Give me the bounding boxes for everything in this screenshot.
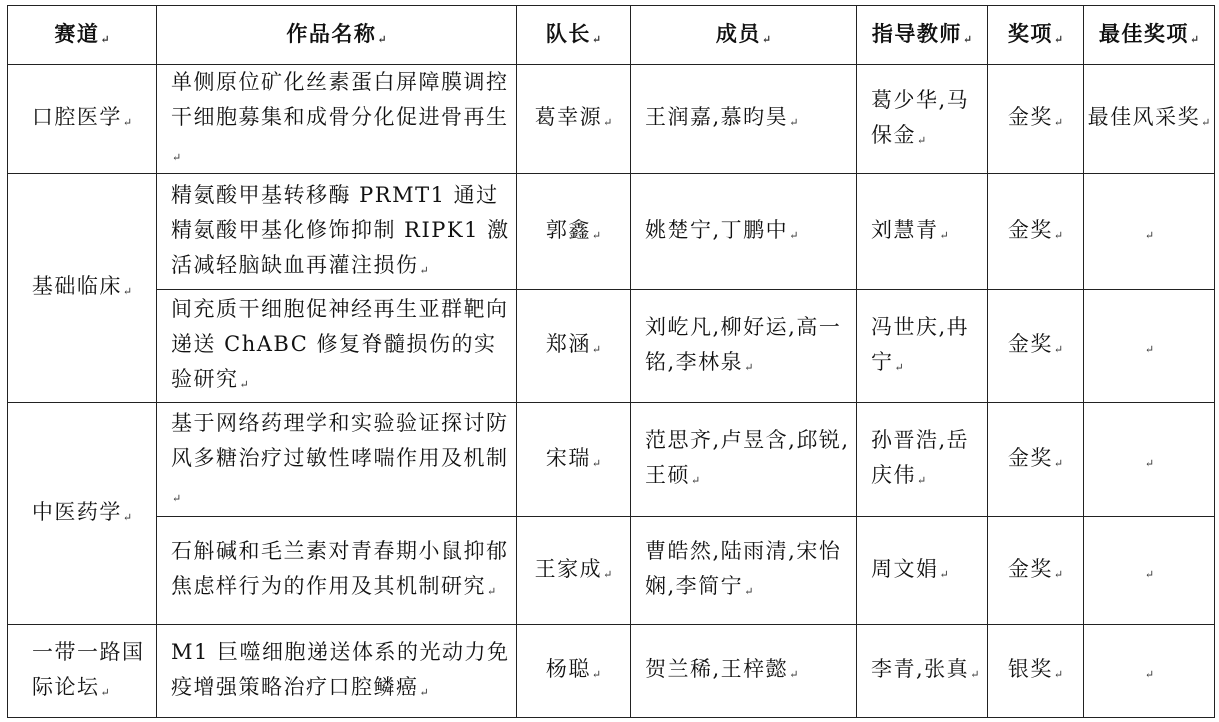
header-title: 作品名称 ↵ — [157, 6, 517, 65]
leader-cell: 宋瑞 ↵ — [517, 403, 631, 517]
members-cell: 范思齐,卢昱含,邱锐,王硕 ↵ — [631, 403, 857, 517]
best-award-cell — [1084, 625, 1215, 718]
leader-cell: 王家成 ↵ — [517, 517, 631, 625]
header-advisor: 指导教师 ↵ — [857, 6, 988, 65]
leader-cell: 郑涵 ↵ — [517, 290, 631, 403]
advisor-cell: 冯世庆,冉宁 ↵ — [857, 290, 988, 403]
header-award: 奖项 ↵ — [988, 6, 1084, 65]
table-header-row — [8, 6, 1215, 65]
table-row — [8, 517, 1215, 625]
track-cell: 一带一路国际论坛 ↵ — [8, 625, 157, 718]
award-cell: 金奖 ↵ — [988, 403, 1084, 517]
members-cell: 贺兰稀,王梓懿 ↵ — [631, 625, 857, 718]
members-cell: 刘屹凡,柳好运,高一铭,李林泉 ↵ — [631, 290, 857, 403]
best-award-cell — [1084, 174, 1215, 290]
awards-table — [7, 5, 1215, 718]
title-cell: 基于网络药理学和实验验证探讨防风多糖治疗过敏性哮喘作用及机制 ↵ — [157, 403, 517, 517]
track-cell: 口腔医学 ↵ — [8, 65, 157, 174]
header-leader: 队长 ↵ — [517, 6, 631, 65]
track-cell: 中医药学 ↵ — [8, 403, 157, 625]
advisor-cell: 周文娟 ↵ — [857, 517, 988, 625]
advisor-cell: 孙晋浩,岳庆伟 ↵ — [857, 403, 988, 517]
table-row — [8, 403, 1215, 517]
advisor-cell: 葛少华,马保金 ↵ — [857, 65, 988, 174]
table-row — [8, 625, 1215, 718]
leader-cell: 葛幸源 ↵ — [517, 65, 631, 174]
leader-cell: 郭鑫 ↵ — [517, 174, 631, 290]
title-cell: 间充质干细胞促神经再生亚群靶向递送 ChABC 修复脊髓损伤的实验研究 ↵ — [157, 290, 517, 403]
title-cell: 单侧原位矿化丝素蛋白屏障膜调控干细胞募集和成骨分化促进骨再生 ↵ — [157, 65, 517, 174]
advisor-cell: 刘慧青 ↵ — [857, 174, 988, 290]
table-row — [8, 65, 1215, 174]
members-cell: 王润嘉,慕昀昊 ↵ — [631, 65, 857, 174]
advisor-cell: 李青,张真 ↵ — [857, 625, 988, 718]
best-award-cell: 最佳风采奖 ↵ — [1084, 65, 1215, 174]
leader-cell: 杨聪 ↵ — [517, 625, 631, 718]
best-award-cell — [1084, 403, 1215, 517]
header-members: 成员 ↵ — [631, 6, 857, 65]
members-cell: 姚楚宁,丁鹏中 ↵ — [631, 174, 857, 290]
members-cell: 曹皓然,陆雨清,宋怡娴,李简宁 ↵ — [631, 517, 857, 625]
track-cell: 基础临床 ↵ — [8, 174, 157, 403]
header-track: 赛道 ↵ — [8, 6, 157, 65]
title-cell: 精氨酸甲基转移酶 PRMT1 通过精氨酸甲基化修饰抑制 RIPK1 激活减轻脑缺血再灌注损伤 ↵ — [157, 174, 517, 290]
header-best-award: 最佳奖项 ↵ — [1084, 6, 1215, 65]
title-cell: M1 巨噬细胞递送体系的光动力免疫增强策略治疗口腔鳞癌 ↵ — [157, 625, 517, 718]
title-cell: 石斛碱和毛兰素对青春期小鼠抑郁焦虑样行为的作用及其机制研究 ↵ — [157, 517, 517, 625]
award-cell: 金奖 ↵ — [988, 517, 1084, 625]
best-award-cell — [1084, 290, 1215, 403]
table-row — [8, 290, 1215, 403]
best-award-cell — [1084, 517, 1215, 625]
table-row — [8, 174, 1215, 290]
award-cell: 金奖 ↵ — [988, 174, 1084, 290]
award-cell: 金奖 ↵ — [988, 65, 1084, 174]
award-cell: 银奖 ↵ — [988, 625, 1084, 718]
award-cell: 金奖 ↵ — [988, 290, 1084, 403]
